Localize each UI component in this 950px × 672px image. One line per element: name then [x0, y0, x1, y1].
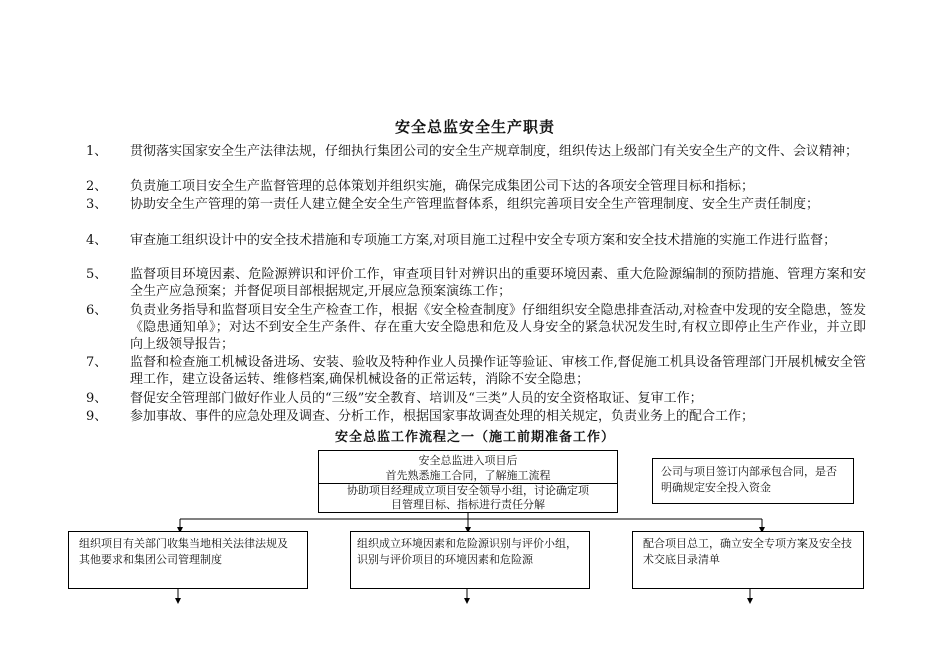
- duty-text: 监督和检查施工机械设备进场、安装、验收及特种作业人员操作证等验证、审核工作,督促施工机具设备管理部门开展机械安全管理工作，建立设备运转、维修档案,确保机械设备的正常运转，消除不安全隐患；: [130, 355, 866, 387]
- duty-number: 4、: [86, 233, 108, 248]
- duty-text: 监督项目环境因素、危险源辨识和评价工作，审查项目针对辨识出的重要环境因素、重大危险源编制的预防措施、管理方案和安全生产应急预案；并督促项目部根据规定,开展应急预案演练工作；: [130, 267, 866, 299]
- duty-number: 6、: [86, 303, 108, 318]
- flow-step-hazard-identification: 组织成立环境因素和危险源识别与评价小组，识别与评价项目的环境因素和危险源: [350, 531, 590, 589]
- duty-number: 1、: [86, 144, 108, 159]
- duty-text: 负责施工项目安全生产监督管理的总体策划并组织实施，确保完成集团公司下达的各项安全管理目标和指标；: [130, 179, 755, 194]
- duty-text: 贯彻落实国家安全生产法律法规，仔细执行集团公司的安全生产规章制度，组织传达上级部门有关安全生产的文件、会议精神；: [130, 144, 859, 159]
- duty-text: 审查施工组织设计中的安全技术措施和专项施工方案,对项目施工过程中安全专项方案和安全技术措施的实施工作进行监督；: [130, 233, 837, 248]
- flow-step-contract: 公司与项目签订内部承包合同，是否明确规定安全投入资金: [652, 458, 854, 504]
- flow-step-special-plan: 配合项目总工，确立安全专项方案及安全技术交底目录清单: [632, 531, 864, 589]
- duty-number: 2、: [86, 179, 108, 194]
- duty-number: 3、: [86, 197, 108, 212]
- duty-number: 7、: [86, 355, 108, 370]
- flow-step-safety-team: 协助项目经理成立项目安全领导小组，讨论确定项目管理目标、指标进行责任分解: [318, 483, 618, 513]
- flow-step-line: 安全总监进入项目后: [418, 454, 518, 467]
- duty-text: 参加事故、事件的应急处理及调查、分析工作，根据国家事故调查处理的相关规定，负责业务上的配合工作；: [130, 409, 755, 424]
- document-title: 安全总监安全生产职责: [394, 118, 555, 136]
- flow-title: 安全总监工作流程之一（施工前期准备工作）: [334, 430, 615, 445]
- duty-text: 负责业务指导和监督项目安全生产检查工作，根据《安全检查制度》仔细组织安全隐患排查活动,对检查中发现的安全隐患，签发《隐患通知单》；对达不到安全生产条件、存在重大安全隐患和危及人身安全的紧急状况发生时,有权立即停止生产作业，并立即向上级领导报告；: [130, 303, 866, 352]
- duty-number: 9、: [86, 409, 108, 424]
- duty-number: 9、: [86, 391, 108, 406]
- flow-step-collect-regulations: 组织项目有关部门收集当地相关法律法规及其他要求和集团公司管理制度: [68, 531, 308, 589]
- flow-step-enter-project: [318, 450, 618, 484]
- flow-step-line: 首先熟悉施工合同，了解施工流程: [385, 469, 551, 482]
- duty-text: 督促安全管理部门做好作业人员的“三级”安全教育、培训及“三类”人员的安全资格取证、复审工作；: [130, 391, 703, 406]
- duty-text: 协助安全生产管理的第一责任人建立健全安全生产管理监督体系，组织完善项目安全生产管理制度、安全生产责任制度；: [130, 197, 820, 212]
- duty-number: 5、: [86, 267, 108, 282]
